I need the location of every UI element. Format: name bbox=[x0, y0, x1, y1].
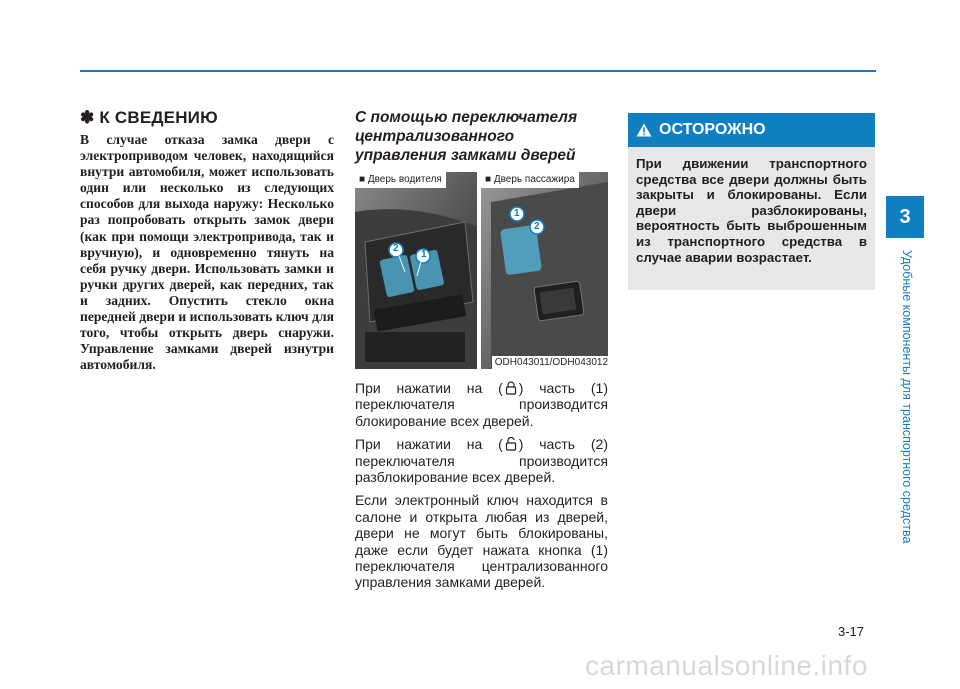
watermark: carmanualsonline.info bbox=[585, 650, 868, 681]
lock-paragraph-end: ) часть (1) переключателя производится блокирование всех дверей. bbox=[355, 380, 608, 429]
driver-callout-1: 1 bbox=[421, 249, 427, 260]
switch-section bbox=[355, 108, 608, 165]
intro-column bbox=[80, 108, 334, 373]
driver-door-illustration bbox=[355, 172, 477, 369]
warning-triangle-icon bbox=[636, 123, 652, 137]
page-number: 3-17 bbox=[838, 624, 865, 639]
warning-header bbox=[628, 113, 875, 147]
passenger-door-illustration bbox=[481, 172, 608, 369]
chapter-title: Удобные компоненты для транспортного средства bbox=[900, 250, 914, 544]
unlocked-padlock-icon bbox=[504, 437, 518, 451]
smartkey-paragraph: Если электронный ключ находится в салоне и открыта любая из дверей, двери не могут быть блокированы, даже если будет нажата кнопка (1) переключателя централизованного управления замками дверей. bbox=[355, 492, 608, 591]
driver-callout-2: 2 bbox=[393, 243, 399, 254]
passenger-door-photo bbox=[481, 172, 608, 369]
intro-heading: ✽ К СВЕДЕНИЮ bbox=[80, 108, 218, 127]
chapter-tab: 3 bbox=[886, 196, 924, 238]
switch-description bbox=[355, 380, 608, 598]
locked-padlock-icon bbox=[504, 381, 518, 395]
warning-title: ОСТОРОЖНО bbox=[659, 121, 766, 138]
switch-heading: С помощью переключателя централизованного управления замками дверей bbox=[355, 109, 578, 164]
passenger-door-label: ■ Дверь пассажира bbox=[481, 172, 579, 188]
passenger-callout-2: 2 bbox=[534, 221, 540, 232]
warning-box bbox=[628, 113, 875, 290]
lock-paragraph bbox=[355, 380, 608, 429]
intro-text: В случае отказа замка двери с электроприводом человек, находящийся внутри автомобиля, может использовать один или несколько из следующих способов для выхода наружу: Несколько раз попробовать открыть замок двери (как при помощи электропривода, так и вручную), и одновременно тянуть на себя ручку двери. Использовать замки и ручки других дверей, как передних, так и задних. Опустить стекло окна передней двери и использовать ключ для того, чтобы открыть дверь снаружи. Управление замками дверей изнутри автомобиля. bbox=[80, 132, 334, 373]
unlock-paragraph-start: При нажатии на ( bbox=[355, 436, 503, 453]
photo-code: ODH043011/ODH043012 bbox=[492, 356, 608, 369]
lock-paragraph-start: При нажатии на ( bbox=[355, 380, 503, 396]
door-switch-figure bbox=[355, 172, 608, 375]
header-rule bbox=[80, 70, 876, 72]
driver-door-label: ■ Дверь водителя bbox=[355, 172, 446, 188]
warning-text: При движении транспортного средства все двери должны быть закрыты и блокированы. Если двери разблокированы, вероятность быть выброшенным из транспортного средства в случае аварии возрастает. bbox=[636, 156, 867, 265]
unlock-paragraph-end: ) часть (2) переключателя производится разблокирование всех дверей. bbox=[355, 436, 608, 486]
unlock-paragraph bbox=[355, 436, 608, 485]
passenger-callout-1: 1 bbox=[514, 208, 520, 219]
driver-door-photo bbox=[355, 172, 477, 369]
